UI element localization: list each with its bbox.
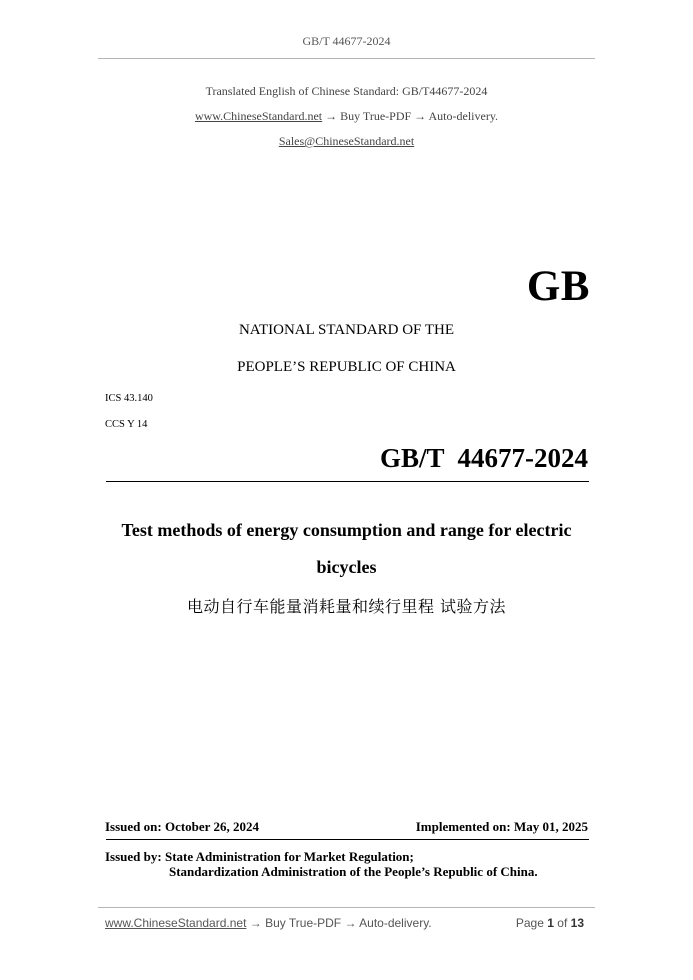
issued-by-line1: Issued by: State Administration for Market Regulation;: [105, 849, 414, 864]
footer-buy-text: Buy True-PDF: [265, 916, 342, 930]
page-total: 13: [570, 916, 584, 930]
arrow-icon: →: [414, 109, 427, 123]
running-header: GB/T 44677-2024: [302, 34, 391, 48]
page-current: 1: [547, 916, 554, 930]
issued-by-line2: Standardization Administration of the People’s Republic of China.: [169, 864, 538, 879]
footer-auto-delivery-text: Auto-delivery.: [359, 916, 432, 930]
header-divider: [98, 58, 595, 59]
arrow-icon: →: [344, 916, 357, 930]
document-title-line1: Test methods of energy consumption and range for electric: [121, 520, 572, 540]
sales-email-link[interactable]: Sales@ChineseStandard.net: [278, 134, 415, 148]
purchase-line: [0, 109, 693, 124]
national-standard-line2: PEOPLE’S REPUBLIC OF CHINA: [237, 359, 456, 375]
site-link[interactable]: www.ChineseStandard.net: [194, 109, 323, 123]
auto-delivery-text: Auto-delivery.: [428, 109, 499, 123]
issued-date: Issued on: October 26, 2024: [105, 819, 259, 834]
ccs-code: CCS Y 14: [105, 419, 148, 430]
gb-logo: GB: [526, 263, 590, 310]
national-standard-line1: NATIONAL STANDARD OF THE: [238, 322, 455, 338]
page-label: Page: [515, 916, 544, 930]
page-indicator: [516, 916, 584, 930]
dates-divider: [106, 839, 589, 840]
chinese-title: 电动自行车能量消耗量和续行里程 试验方法: [186, 597, 507, 616]
footer-purchase-line: [105, 916, 432, 930]
arrow-icon: →: [325, 109, 338, 123]
implemented-date: Implemented on: May 01, 2025: [415, 819, 588, 834]
document-title-line2: bicycles: [316, 557, 377, 577]
page-of: of: [557, 916, 568, 930]
standard-code: GB/T 44677-2024: [379, 443, 588, 473]
ics-code: ICS 43.140: [105, 393, 153, 404]
translation-note: Translated English of Chinese Standard: GB/T44677-2024: [205, 84, 488, 98]
code-divider: [106, 481, 589, 482]
footer-site-link[interactable]: www.ChineseStandard.net: [105, 916, 247, 930]
arrow-icon: →: [249, 916, 262, 930]
sales-line: [0, 134, 693, 149]
buy-text: Buy True-PDF: [340, 109, 412, 123]
footer-divider: [98, 907, 595, 908]
